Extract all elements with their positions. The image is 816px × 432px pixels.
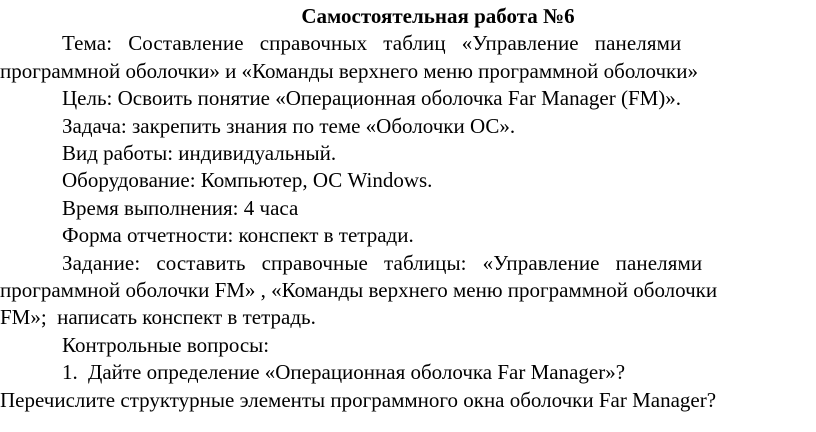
assignment-text-1: Задание: составить справочные таблицы: «Управление панелями bbox=[62, 250, 703, 275]
document-title: Самостоятельная работа №6 bbox=[301, 4, 575, 28]
question-1-number: 1. bbox=[62, 360, 78, 385]
equipment-line: Оборудование: Компьютер, ОС Windows. bbox=[62, 168, 433, 193]
assignment-line-1 bbox=[0, 250, 816, 277]
topic-line-1 bbox=[0, 30, 816, 57]
topic-text-1: Тема: Составление справочных таблиц «Управление панелями bbox=[62, 31, 682, 56]
question-1-continuation: Перечислите структурные элементы программного окна оболочки Far Manager? bbox=[0, 387, 717, 412]
topic-line-2: программной оболочки» и «Команды верхнего меню программной оболочки» bbox=[0, 58, 698, 83]
question-1-text: Дайте определение «Операционная оболочка Far Manager»? bbox=[88, 360, 626, 385]
time-line: Время выполнения: 4 часа bbox=[62, 195, 299, 220]
assignment-line-3: FM»; написать конспект в тетрадь. bbox=[0, 305, 316, 330]
questions-heading: Контрольные вопросы: bbox=[62, 332, 270, 357]
assignment-line-2: программной оболочки FM» , «Команды верхнего меню программной оболочки bbox=[0, 278, 718, 303]
task-line: Задача: закрепить знания по теме «Оболочки ОС». bbox=[62, 113, 516, 138]
goal-line: Цель: Освоить понятие «Операционная оболочка Far Manager (FM)». bbox=[62, 86, 682, 111]
report-form-line: Форма отчетности: конспект в тетради. bbox=[62, 223, 414, 248]
question-1 bbox=[0, 359, 816, 386]
work-type-line: Вид работы: индивидуальный. bbox=[62, 141, 337, 166]
